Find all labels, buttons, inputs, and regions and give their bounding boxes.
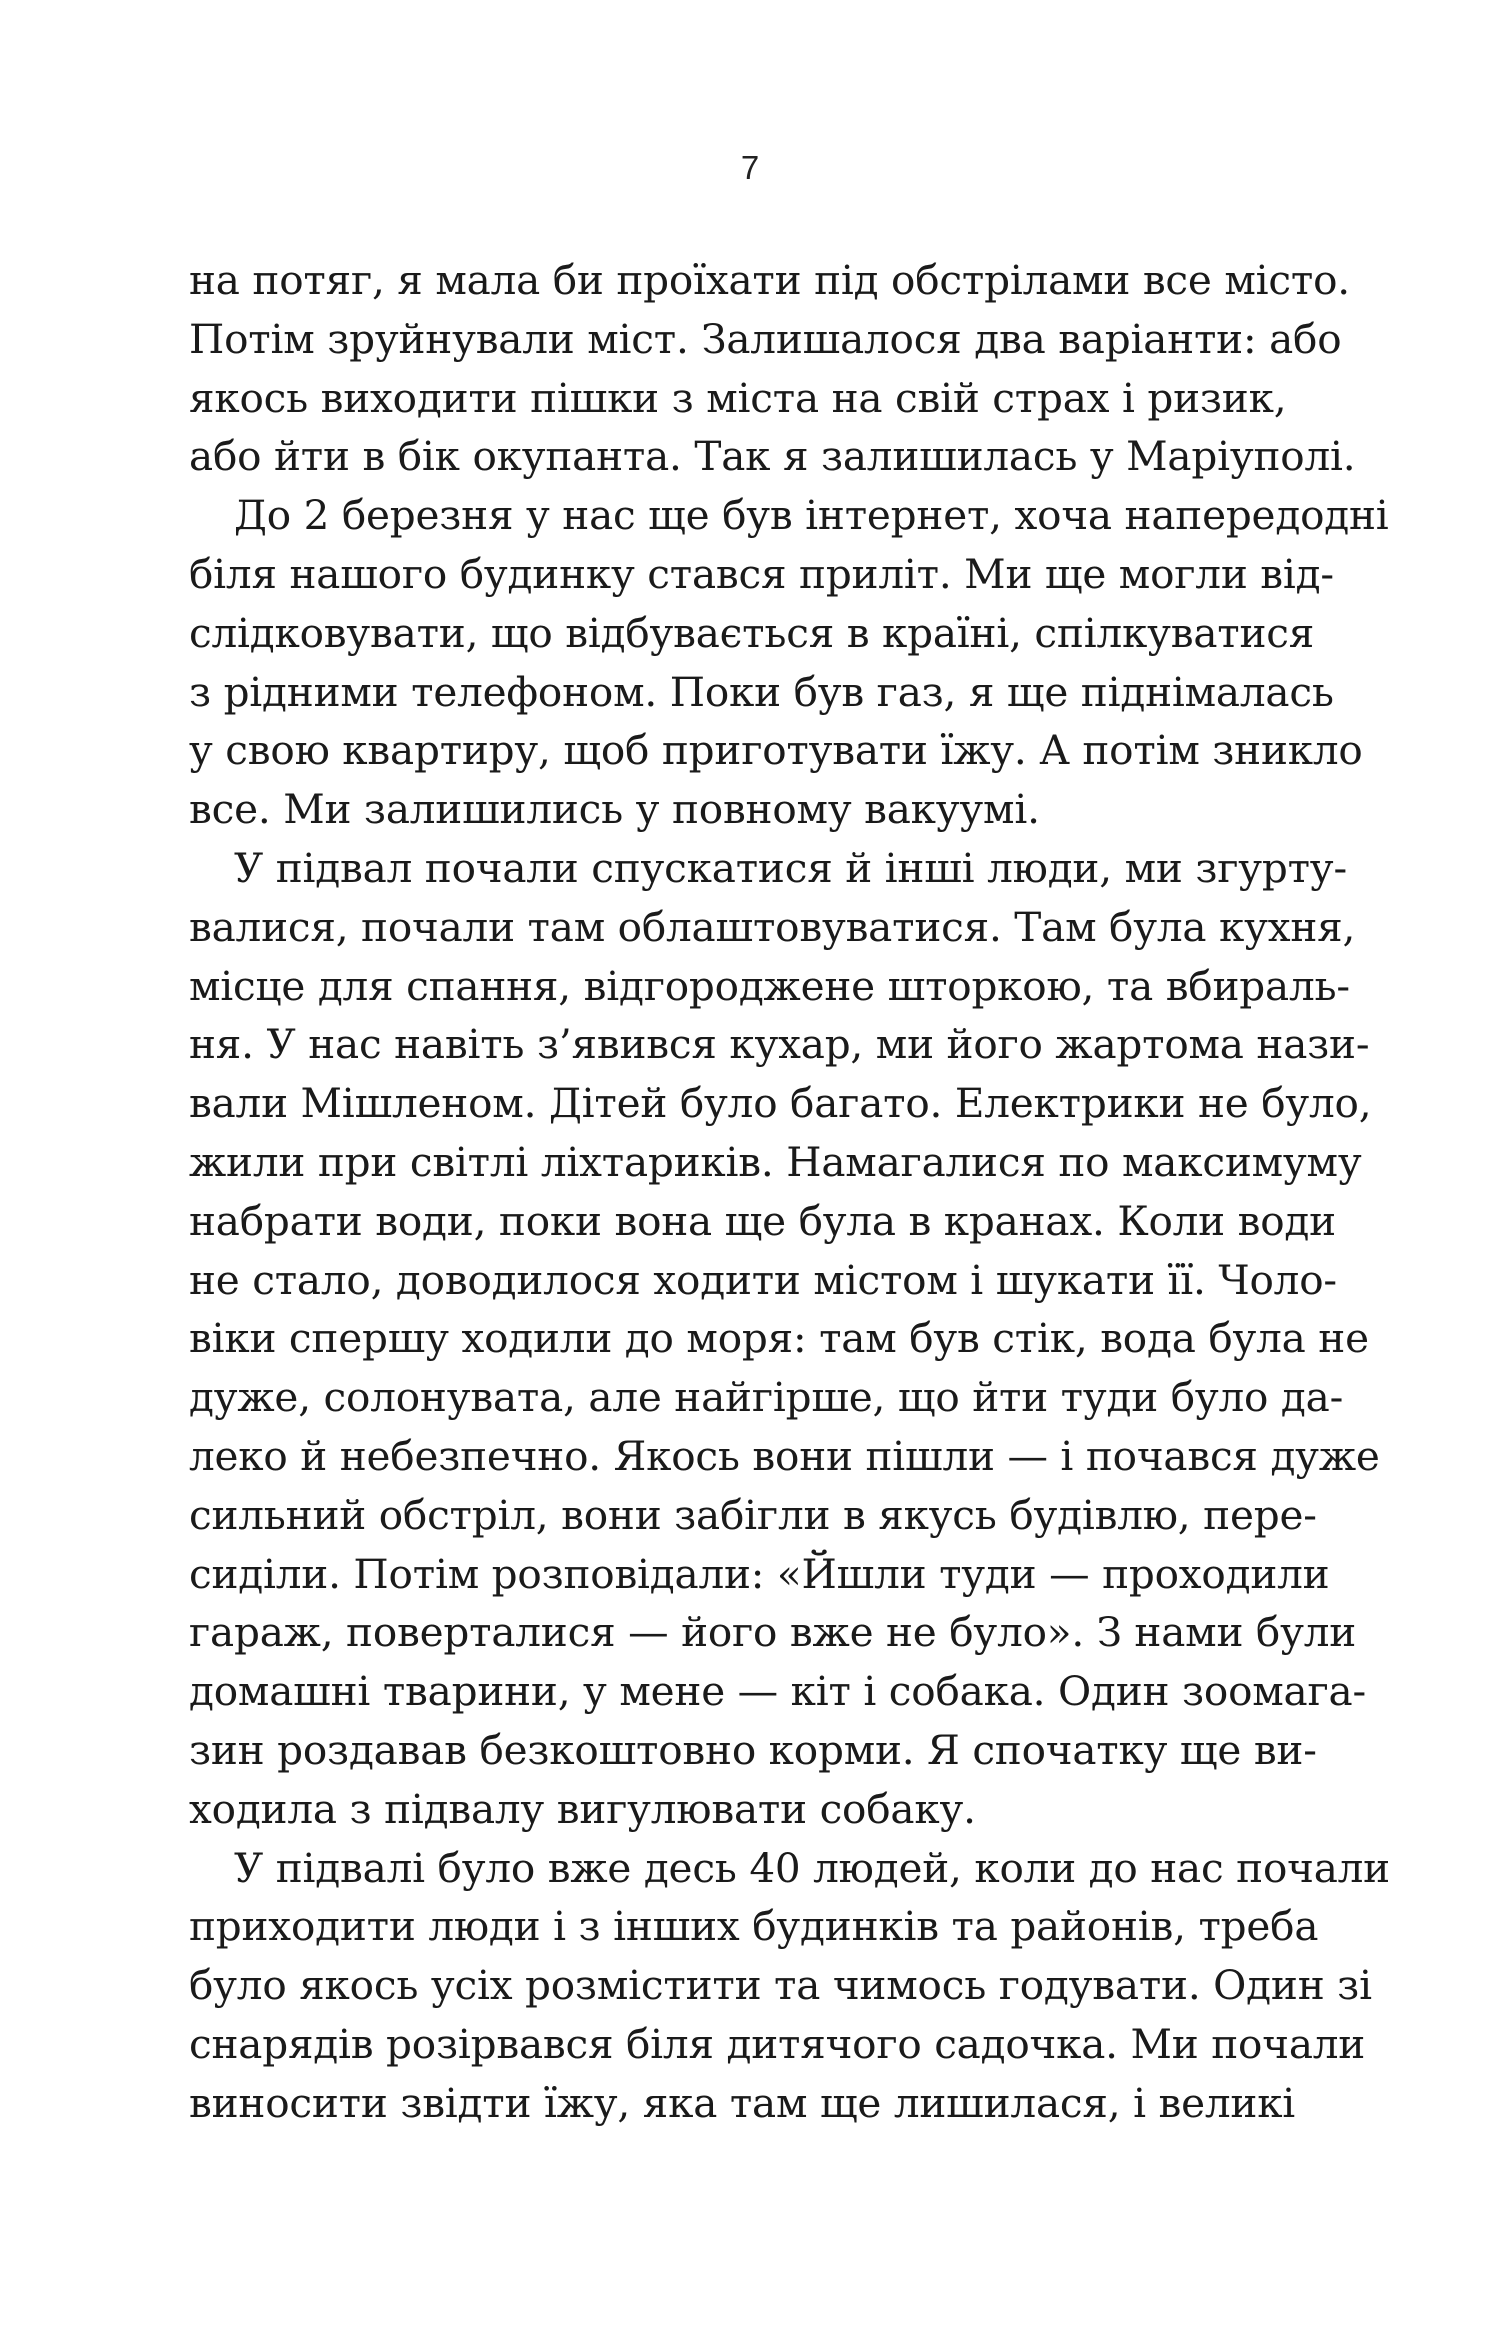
text-line: місце для спання, відгороджене шторкою, та вбираль- xyxy=(189,961,1350,1010)
text-line: снарядів розірвався біля дитячого садочка. Ми почали xyxy=(189,2019,1366,2068)
text-line: все. Ми залишились у повному вакуумі. xyxy=(189,785,1040,834)
text-line: біля нашого будинку стався приліт. Ми ще могли від- xyxy=(189,549,1334,598)
paragraph-first-line: У підвалі було вже десь 40 людей, коли до нас почали xyxy=(234,1843,1390,1892)
text-line: віки спершу ходили до моря: там був стік, вода була не xyxy=(189,1314,1369,1363)
page-number: 7 xyxy=(740,149,760,186)
text-line: не стало, доводилося ходити містом і шукати її. Чоло- xyxy=(189,1255,1337,1304)
text-line: домашні тварини, у мене — кіт і собака. Один зоомага- xyxy=(189,1667,1366,1716)
paragraph-first-line: У підвал почали спускатися й інші люди, ми згурту- xyxy=(234,843,1347,892)
text-line: валися, почали там облаштовуватися. Там була кухня, xyxy=(189,902,1356,951)
text-line: виносити звідти їжу, яка там ще лишилася, і великі xyxy=(189,2078,1296,2127)
text-line: якось виходити пішки з міста на свій страх і ризик, xyxy=(189,373,1287,422)
text-line: приходити люди і з інших будинків та районів, треба xyxy=(189,1902,1319,1951)
text-line: з рідними телефоном. Поки був газ, я ще піднімалась xyxy=(189,667,1334,716)
text-line: жили при світлі ліхтариків. Намагалися по максимуму xyxy=(189,1137,1362,1186)
text-line: слідковувати, що відбувається в країні, спілкуватися xyxy=(189,608,1315,657)
text-line: дуже, солонувата, але найгірше, що йти туди було да- xyxy=(189,1373,1344,1422)
text-line: сильний обстріл, вони забігли в якусь будівлю, пере- xyxy=(189,1490,1317,1539)
text-line: у свою квартиру, щоб приготувати їжу. А потім зникло xyxy=(189,726,1363,775)
text-line: набрати води, поки вона ще була в кранах. Коли води xyxy=(189,1196,1336,1245)
text-line: або йти в бік окупанта. Так я залишилась у Маріуполі. xyxy=(189,432,1356,481)
text-line: ходила з підвалу вигулювати собаку. xyxy=(189,1784,976,1833)
text-line: на потяг, я мала би проїхати під обстрілами все місто. xyxy=(189,256,1350,304)
text-line: зин роздавав безкоштовно корми. Я спочатку ще ви- xyxy=(189,1725,1317,1774)
paragraph-first-line: До 2 березня у нас ще був інтернет, хоча напередодні xyxy=(234,491,1389,540)
text-line: ня. У нас навіть з’явився кухар, ми його жартома нази- xyxy=(189,1020,1370,1069)
text-line: сиділи. Потім розповідали: «Йшли туди — проходили xyxy=(189,1549,1330,1598)
text-line: леко й небезпечно. Якось вони пішли — і почався дуже xyxy=(189,1431,1380,1480)
text-line: Потім зруйнували міст. Залишалося два варіанти: або xyxy=(189,314,1342,363)
text-line: вали Мішленом. Дітей було багато. Електрики не було, xyxy=(189,1079,1372,1128)
text-line: гараж, поверталися — його вже не було». З нами були xyxy=(189,1608,1357,1657)
body-text xyxy=(189,251,1390,2133)
text-line: було якось усіх розмістити та чимось годувати. Один зі xyxy=(189,1961,1372,2010)
